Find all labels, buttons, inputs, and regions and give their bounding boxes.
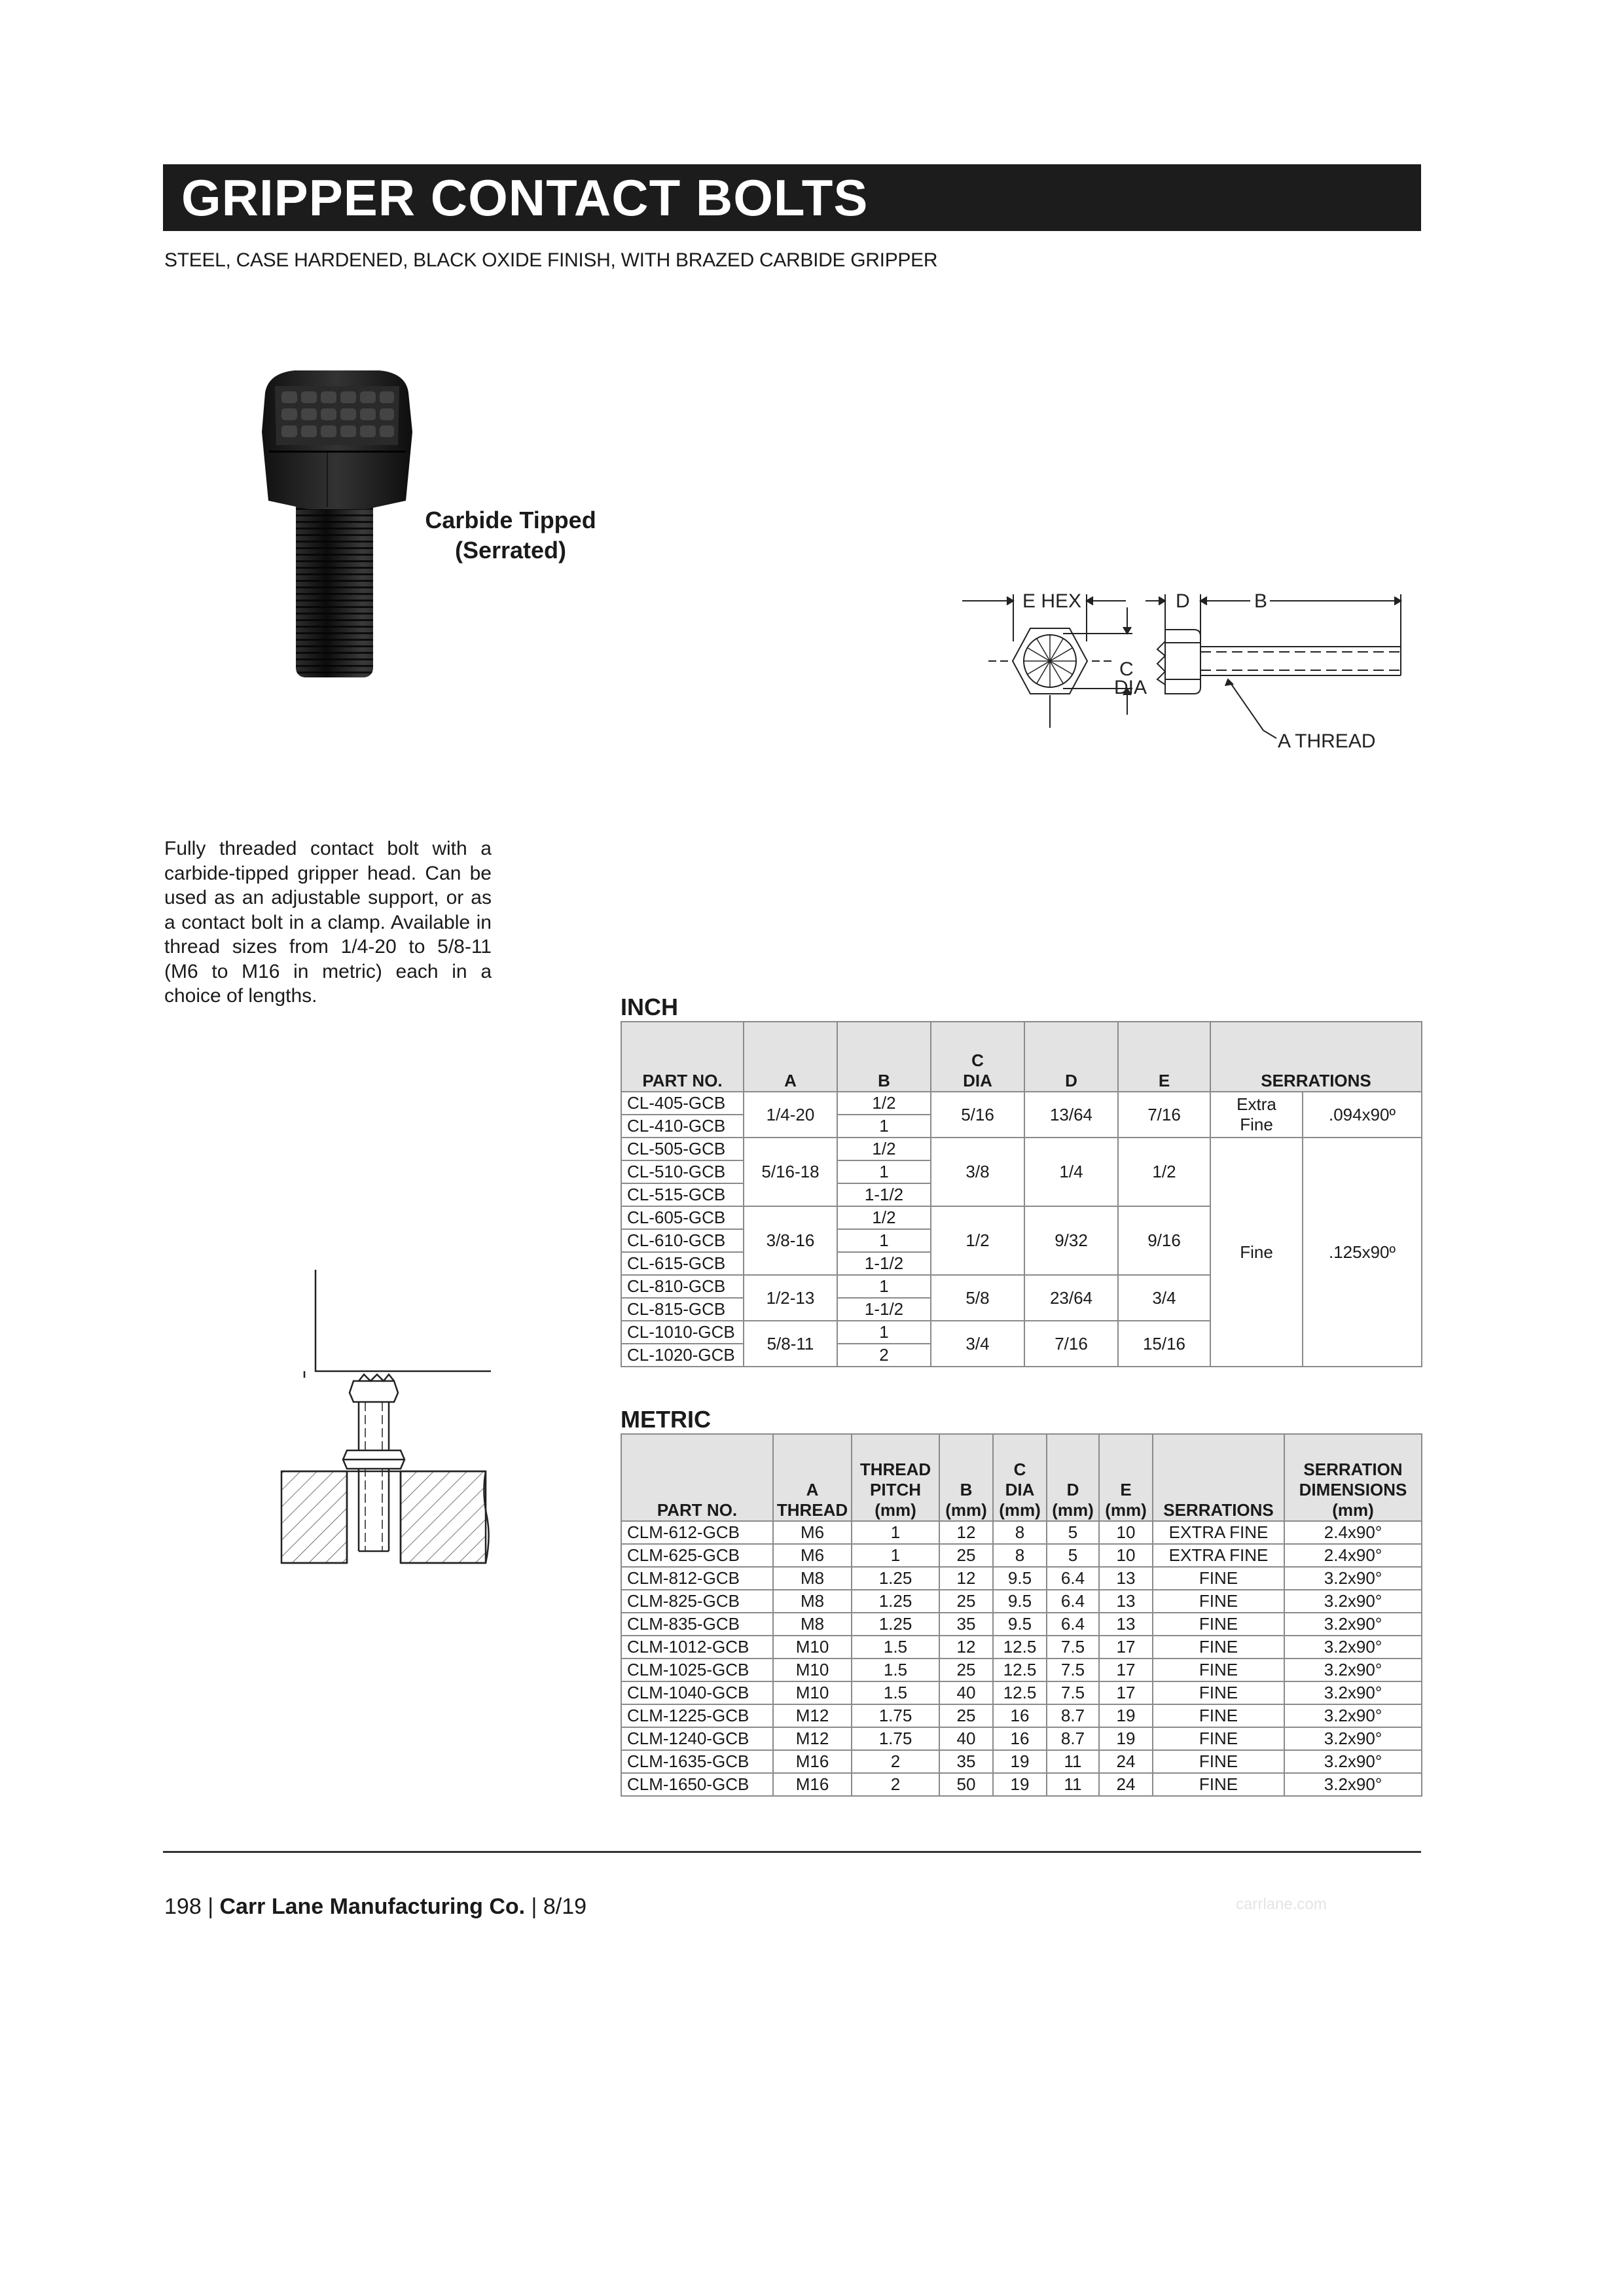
thread-a: 1/4-20: [744, 1092, 837, 1138]
page-subtitle: STEEL, CASE HARDENED, BLACK OXIDE FINISH, WITH BRAZED CARBIDE GRIPPER: [164, 249, 938, 271]
serration-dimension: .094x90º: [1303, 1092, 1422, 1138]
table-row: [621, 1613, 1422, 1636]
serration-dimension: 2.4x90°: [1284, 1544, 1422, 1567]
table-row: [621, 1659, 1422, 1681]
page-title: GRIPPER CONTACT BOLTS: [181, 169, 869, 226]
metric-heading: METRIC: [621, 1406, 711, 1433]
column-header-pitch-line1: THREAD: [859, 1460, 931, 1479]
company-name: Carr Lane Manufacturing Co.: [219, 1894, 526, 1919]
dimension-drawing: [943, 576, 1440, 759]
thread-a: 5/16-18: [744, 1138, 837, 1206]
table-row: [621, 1590, 1422, 1613]
dia-c: 8: [993, 1544, 1047, 1567]
dia-c: 12.5: [993, 1659, 1047, 1681]
part-number: CL-605-GCB: [621, 1206, 744, 1229]
dia-c: 3/4: [931, 1321, 1024, 1367]
footer-separator: |: [208, 1894, 214, 1919]
e-hex-label: E HEX: [1022, 590, 1082, 612]
column-header-b-line1: B: [960, 1480, 973, 1499]
column-header-b-line2: (mm): [945, 1500, 987, 1520]
metric-spec-table: [621, 1433, 1422, 1797]
column-header-c-line1: C: [1013, 1460, 1026, 1479]
column-header-serrations: SERRATIONS: [1153, 1434, 1284, 1521]
serration-dimension: 3.2x90°: [1284, 1727, 1422, 1750]
length-b: 25: [939, 1659, 993, 1681]
length-b: 1-1/2: [837, 1183, 931, 1206]
hex-e: 3/4: [1118, 1275, 1210, 1321]
table-row: [621, 1681, 1422, 1704]
column-header-b: B: [837, 1022, 931, 1092]
photo-caption-line2: (Serrated): [454, 537, 567, 564]
dia-c: 9.5: [993, 1613, 1047, 1636]
length-b: 12: [939, 1521, 993, 1544]
dim-d: 7.5: [1047, 1636, 1099, 1659]
dia-label: DIA: [1114, 677, 1147, 698]
part-number: CLM-1650-GCB: [621, 1773, 773, 1796]
part-number: CL-410-GCB: [621, 1115, 744, 1138]
faint-website-text: carrlane.com: [1236, 1895, 1327, 1913]
column-header-pitch-line3: (mm): [875, 1500, 916, 1520]
photo-caption: [393, 505, 628, 565]
dia-c: 9.5: [993, 1590, 1047, 1613]
a-thread-label: A THREAD: [1278, 730, 1376, 752]
length-b: 1: [837, 1275, 931, 1298]
column-header-c-line3: (mm): [999, 1500, 1041, 1520]
thread-pitch: 1.5: [852, 1659, 939, 1681]
column-header-d: [1047, 1434, 1099, 1521]
dim-d: 7/16: [1024, 1321, 1118, 1367]
thread-pitch: 1.5: [852, 1636, 939, 1659]
length-b: 1: [837, 1321, 931, 1344]
dia-c: 16: [993, 1704, 1047, 1727]
serration-dimension: 3.2x90°: [1284, 1636, 1422, 1659]
thread-a: M6: [773, 1544, 852, 1567]
table-header-row: [621, 1022, 1422, 1092]
thread-pitch: 2: [852, 1750, 939, 1773]
dia-c: 19: [993, 1773, 1047, 1796]
length-b: 12: [939, 1636, 993, 1659]
dim-d: 6.4: [1047, 1613, 1099, 1636]
dia-c: 5/8: [931, 1275, 1024, 1321]
dim-d: 1/4: [1024, 1138, 1118, 1206]
page-number: 198: [164, 1894, 202, 1919]
length-b: 1-1/2: [837, 1298, 931, 1321]
thread-pitch: 1: [852, 1544, 939, 1567]
serration-type-line1: Extra: [1236, 1094, 1276, 1114]
hex-e: 10: [1099, 1544, 1153, 1567]
thread-pitch: 1.75: [852, 1727, 939, 1750]
serration-dimension: 3.2x90°: [1284, 1613, 1422, 1636]
dim-d: 8.7: [1047, 1704, 1099, 1727]
product-description: Fully threaded contact bolt with a carbide-tipped gripper head. Can be used as an adjustable support, or as a contact bolt in a clamp. Available in thread sizes from 1/4-20 to 5/8-11 (M6 to M16 in metric) each in a choice of lengths.: [164, 838, 492, 1007]
part-number: CL-505-GCB: [621, 1138, 744, 1160]
part-number: CL-815-GCB: [621, 1298, 744, 1321]
dim-d: 6.4: [1047, 1567, 1099, 1590]
thread-pitch: 1.25: [852, 1567, 939, 1590]
serration-type-line2: Fine: [1240, 1115, 1273, 1134]
thread-a: M8: [773, 1590, 852, 1613]
catalog-date: 8/19: [543, 1894, 587, 1919]
thread-a: 1/2-13: [744, 1275, 837, 1321]
footer-separator: |: [531, 1894, 537, 1919]
column-header-thread: [773, 1434, 852, 1521]
column-header-a: A: [744, 1022, 837, 1092]
hex-e: 10: [1099, 1521, 1153, 1544]
hex-e: 24: [1099, 1773, 1153, 1796]
photo-caption-line1: Carbide Tipped: [425, 507, 596, 533]
column-header-e-line2: (mm): [1105, 1500, 1147, 1520]
length-b: 40: [939, 1727, 993, 1750]
part-number: CL-515-GCB: [621, 1183, 744, 1206]
length-b: 1: [837, 1160, 931, 1183]
thread-a: M16: [773, 1750, 852, 1773]
footer-rule: [163, 1851, 1421, 1853]
column-header-b: [939, 1434, 993, 1521]
serration-dimension: .125x90º: [1303, 1138, 1422, 1367]
serration-type: FINE: [1153, 1704, 1284, 1727]
serration-type: EXTRA FINE: [1153, 1521, 1284, 1544]
length-b: 50: [939, 1773, 993, 1796]
title-bar: [163, 164, 1421, 231]
thread-pitch: 2: [852, 1773, 939, 1796]
table-row: [621, 1727, 1422, 1750]
dia-c: 19: [993, 1750, 1047, 1773]
hex-e: 17: [1099, 1681, 1153, 1704]
length-b: 1/2: [837, 1138, 931, 1160]
serration-type: FINE: [1153, 1613, 1284, 1636]
serration-dimension: 3.2x90°: [1284, 1750, 1422, 1773]
hex-e: 17: [1099, 1659, 1153, 1681]
part-number: CLM-825-GCB: [621, 1590, 773, 1613]
inch-spec-table: [621, 1021, 1422, 1367]
column-header-d-line2: (mm): [1052, 1500, 1094, 1520]
hex-e: 24: [1099, 1750, 1153, 1773]
thread-pitch: 1: [852, 1521, 939, 1544]
table-row: [621, 1704, 1422, 1727]
dia-c: 12.5: [993, 1636, 1047, 1659]
hex-e: 13: [1099, 1613, 1153, 1636]
length-b: 2: [837, 1344, 931, 1367]
thread-a: M10: [773, 1681, 852, 1704]
serration-type: FINE: [1153, 1750, 1284, 1773]
dia-c: 5/16: [931, 1092, 1024, 1138]
column-header-part: PART NO.: [621, 1434, 773, 1521]
table-row: [621, 1138, 1422, 1160]
footer: [164, 1893, 586, 1920]
table-row: [621, 1773, 1422, 1796]
thread-a: M8: [773, 1567, 852, 1590]
dim-d: 9/32: [1024, 1206, 1118, 1275]
b-label: B: [1254, 590, 1268, 612]
part-number: CL-610-GCB: [621, 1229, 744, 1252]
thread-pitch: 1.25: [852, 1590, 939, 1613]
part-number: CL-615-GCB: [621, 1252, 744, 1275]
thread-a: M10: [773, 1659, 852, 1681]
column-header-thread-line1: A: [806, 1480, 819, 1499]
length-b: 35: [939, 1750, 993, 1773]
dim-d: 5: [1047, 1544, 1099, 1567]
serration-type: FINE: [1153, 1773, 1284, 1796]
table-row: [621, 1567, 1422, 1590]
thread-a: 5/8-11: [744, 1321, 837, 1367]
part-number: CLM-625-GCB: [621, 1544, 773, 1567]
length-b: 1: [837, 1115, 931, 1138]
serration-dimension: 3.2x90°: [1284, 1659, 1422, 1681]
table-row: [621, 1750, 1422, 1773]
serration-type: Fine: [1210, 1138, 1303, 1367]
dim-d: 11: [1047, 1773, 1099, 1796]
column-header-part: PART NO.: [621, 1022, 744, 1092]
dia-c: 16: [993, 1727, 1047, 1750]
serration-dimension: 3.2x90°: [1284, 1590, 1422, 1613]
dia-c: 3/8: [931, 1138, 1024, 1206]
thread-a: M16: [773, 1773, 852, 1796]
serration-type: FINE: [1153, 1727, 1284, 1750]
dim-d: 6.4: [1047, 1590, 1099, 1613]
column-header-c-line2: DIA: [1005, 1480, 1035, 1499]
serration-type: EXTRA FINE: [1153, 1544, 1284, 1567]
serration-type: FINE: [1153, 1567, 1284, 1590]
table-row: [621, 1092, 1422, 1115]
dim-d: 7.5: [1047, 1659, 1099, 1681]
column-header-pitch: [852, 1434, 939, 1521]
part-number: CLM-1225-GCB: [621, 1704, 773, 1727]
hex-e: 19: [1099, 1727, 1153, 1750]
part-number: CLM-1635-GCB: [621, 1750, 773, 1773]
thread-a: M6: [773, 1521, 852, 1544]
column-header-c: [993, 1434, 1047, 1521]
serration-type: FINE: [1153, 1590, 1284, 1613]
clamp-application-drawing: [275, 1263, 497, 1604]
dim-d: 13/64: [1024, 1092, 1118, 1138]
column-header-sd-line1: SERRATION: [1303, 1460, 1403, 1479]
dim-d: 11: [1047, 1750, 1099, 1773]
part-number: CLM-1040-GCB: [621, 1681, 773, 1704]
serration-dimension: 3.2x90°: [1284, 1704, 1422, 1727]
part-number: CLM-812-GCB: [621, 1567, 773, 1590]
column-header-serrations: SERRATIONS: [1210, 1022, 1422, 1092]
metric-table-body: [621, 1521, 1422, 1796]
column-header-d: D: [1024, 1022, 1118, 1092]
part-number: CLM-1025-GCB: [621, 1659, 773, 1681]
part-number: CL-510-GCB: [621, 1160, 744, 1183]
part-number: CLM-612-GCB: [621, 1521, 773, 1544]
thread-pitch: 1.5: [852, 1681, 939, 1704]
serration-type: FINE: [1153, 1681, 1284, 1704]
part-number: CL-405-GCB: [621, 1092, 744, 1115]
length-b: 25: [939, 1704, 993, 1727]
dia-c: 8: [993, 1521, 1047, 1544]
dim-d: 8.7: [1047, 1727, 1099, 1750]
table-row: [621, 1544, 1422, 1567]
thread-a: 3/8-16: [744, 1206, 837, 1275]
column-header-c-line2: DIA: [963, 1071, 992, 1090]
d-label: D: [1176, 590, 1190, 612]
hex-e: 9/16: [1118, 1206, 1210, 1275]
hex-e: 7/16: [1118, 1092, 1210, 1138]
part-number: CL-1010-GCB: [621, 1321, 744, 1344]
serration-type: FINE: [1153, 1636, 1284, 1659]
thread-a: M12: [773, 1704, 852, 1727]
length-b: 1: [837, 1229, 931, 1252]
length-b: 12: [939, 1567, 993, 1590]
hex-e: 17: [1099, 1636, 1153, 1659]
column-header-e-line1: E: [1120, 1480, 1132, 1499]
column-header-e: [1099, 1434, 1153, 1521]
column-header-c: [931, 1022, 1024, 1092]
part-number: CL-1020-GCB: [621, 1344, 744, 1367]
thread-a: M12: [773, 1727, 852, 1750]
column-header-c-line1: C: [971, 1050, 984, 1070]
thread-pitch: 1.25: [852, 1613, 939, 1636]
inch-heading: INCH: [621, 994, 678, 1020]
hex-e: 13: [1099, 1567, 1153, 1590]
serration-dimension: 3.2x90°: [1284, 1681, 1422, 1704]
column-header-serration-dimensions: [1284, 1434, 1422, 1521]
hex-e: 13: [1099, 1590, 1153, 1613]
column-header-thread-line2: THREAD: [776, 1500, 848, 1520]
length-b: 1/2: [837, 1206, 931, 1229]
dia-c: 1/2: [931, 1206, 1024, 1275]
column-header-e: E: [1118, 1022, 1210, 1092]
column-header-sd-line3: (mm): [1332, 1500, 1374, 1520]
length-b: 1-1/2: [837, 1252, 931, 1275]
serration-type: FINE: [1153, 1659, 1284, 1681]
serration-type: [1210, 1092, 1303, 1138]
thread-a: M8: [773, 1613, 852, 1636]
length-b: 40: [939, 1681, 993, 1704]
part-number: CLM-835-GCB: [621, 1613, 773, 1636]
serration-dimension: 3.2x90°: [1284, 1567, 1422, 1590]
part-number: CLM-1240-GCB: [621, 1727, 773, 1750]
part-number: CLM-1012-GCB: [621, 1636, 773, 1659]
dim-d: 23/64: [1024, 1275, 1118, 1321]
hex-e: 1/2: [1118, 1138, 1210, 1206]
c-label: C: [1119, 658, 1134, 680]
thread-a: M10: [773, 1636, 852, 1659]
table-row: [621, 1636, 1422, 1659]
column-header-d-line1: D: [1066, 1480, 1079, 1499]
hex-e: 15/16: [1118, 1321, 1210, 1367]
part-number: CL-810-GCB: [621, 1275, 744, 1298]
thread-pitch: 1.75: [852, 1704, 939, 1727]
dia-c: 9.5: [993, 1567, 1047, 1590]
table-header-row: [621, 1434, 1422, 1521]
dim-d: 7.5: [1047, 1681, 1099, 1704]
length-b: 25: [939, 1590, 993, 1613]
dia-c: 12.5: [993, 1681, 1047, 1704]
serration-dimension: 3.2x90°: [1284, 1773, 1422, 1796]
serration-dimension: 2.4x90°: [1284, 1521, 1422, 1544]
length-b: 1/2: [837, 1092, 931, 1115]
column-header-sd-line2: DIMENSIONS: [1299, 1480, 1407, 1499]
table-row: [621, 1521, 1422, 1544]
column-header-pitch-line2: PITCH: [870, 1480, 921, 1499]
dim-d: 5: [1047, 1521, 1099, 1544]
length-b: 25: [939, 1544, 993, 1567]
hex-e: 19: [1099, 1704, 1153, 1727]
length-b: 35: [939, 1613, 993, 1636]
